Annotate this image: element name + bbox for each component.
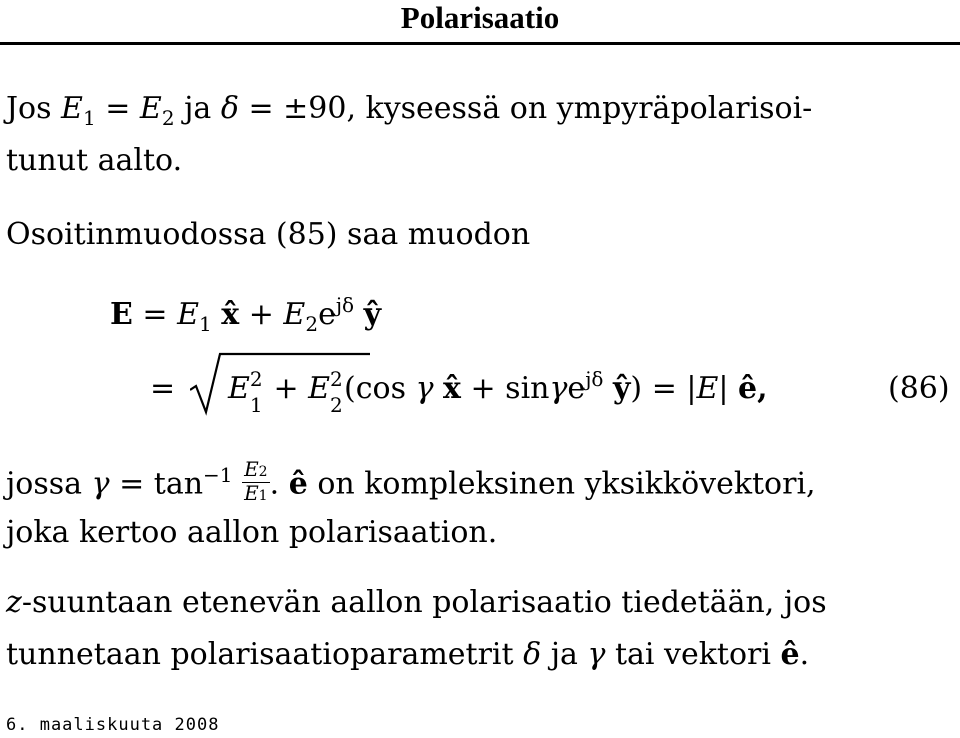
eq2-sup1: 2	[249, 367, 263, 391]
eq1-E1: E	[177, 297, 200, 332]
para3-rest: on kompleksinen yksikkövektori,	[317, 466, 816, 502]
footer-date: 6. maaliskuuta 2008	[6, 715, 220, 735]
eq1-plus: +	[248, 297, 274, 332]
para4-z: z	[6, 585, 22, 620]
para1-ja: ja	[184, 91, 212, 126]
para3-dot: .	[269, 466, 280, 502]
para1-rest: , kyseessä on ympyräpolarisoi-	[346, 91, 813, 126]
eq1-yhat: ŷ	[363, 297, 382, 332]
para4-dot: .	[799, 637, 810, 672]
eq2-sup3: jδ	[585, 367, 604, 391]
para3-jossa: jossa	[6, 466, 83, 502]
para2: Osoitinmuodossa (85) saa muodon	[6, 217, 531, 252]
eq1-equals: =	[142, 297, 168, 332]
para4-line1	[6, 586, 827, 620]
para3-fraction	[242, 459, 270, 506]
eq1-sup: jδ	[335, 293, 355, 317]
para4-delta: δ	[523, 637, 542, 672]
para4-rest: -suuntaan etenevän aallon polarisaatio tiedetään, jos	[21, 585, 827, 620]
para1-line1	[6, 92, 812, 128]
equation-line2	[150, 372, 175, 406]
frac-num-E: E	[244, 457, 259, 481]
eq2-E2: E	[308, 371, 331, 406]
eq2-ehat: ê,	[738, 371, 768, 406]
para1-sub2: 2	[161, 106, 175, 130]
frac-den-sub: 1	[258, 488, 268, 504]
eq2-equals: =	[150, 371, 176, 406]
para4-line2	[6, 638, 809, 672]
para4-ehat: ê	[780, 637, 800, 672]
para4-start: tunnetaan polarisaatioparametrit	[6, 637, 514, 672]
eq2-gamma: γ	[415, 371, 434, 406]
para3-tan: tan	[153, 466, 204, 502]
para1-angle: ±90	[283, 91, 347, 126]
para4-ja: ja	[550, 637, 578, 672]
eq2-cos: (cos	[344, 371, 407, 406]
eq2-E1: E	[228, 371, 250, 406]
para4-tai: tai vektori	[614, 637, 771, 672]
eq2-xhat: x̂	[443, 371, 461, 406]
title-rule	[0, 42, 960, 45]
para3-line1	[6, 457, 816, 509]
eq1-E2: E	[283, 297, 306, 332]
para1-E2: E	[139, 91, 162, 126]
equation-line1	[110, 293, 382, 336]
slide-title: Polarisaatio	[400, 0, 560, 35]
eq2-abs: |E|	[686, 371, 729, 406]
eq2-plus: +	[273, 371, 299, 406]
para3-ehat: ê	[288, 466, 308, 502]
para1-delta: δ	[220, 91, 239, 126]
eq2-equals2: =	[651, 371, 677, 406]
eq1-xhat: x̂	[221, 297, 240, 332]
eq2-sin: sin	[505, 371, 550, 406]
para1-jos: Jos	[6, 91, 52, 126]
eq-lhs-E: E	[110, 297, 133, 332]
para1-eq1: =	[105, 91, 131, 126]
para1-sub1: 1	[82, 106, 96, 130]
para3-minus1: −1	[203, 462, 233, 487]
eq1-sub2: 2	[305, 312, 319, 336]
para3-gamma: γ	[91, 466, 110, 502]
eq2-gamma2: γ	[549, 371, 568, 406]
eq2-sup2: 2	[330, 367, 343, 391]
equation-number: (86)	[888, 371, 950, 406]
eq1-e: e	[318, 297, 336, 332]
eq2-e: e	[567, 371, 586, 406]
eq1-sub1: 1	[199, 312, 212, 336]
para1-eq2: =	[248, 91, 274, 126]
frac-num-sub: 2	[258, 464, 268, 480]
eq2-plus2: +	[470, 371, 496, 406]
para3-line2: joka kertoo aallon polarisaation.	[6, 515, 498, 550]
para4-gamma: γ	[587, 637, 606, 672]
eq2-yhat: ŷ	[612, 371, 631, 406]
eq2-close: )	[630, 371, 643, 406]
eq2-sub1: 1	[249, 393, 263, 417]
para1-line2: tunut aalto.	[6, 143, 183, 178]
para3-eq: =	[119, 466, 145, 502]
equation-line2-body	[228, 367, 768, 417]
eq2-sub2: 2	[330, 393, 343, 417]
frac-den-E: E	[244, 481, 259, 505]
para1-E1: E	[61, 91, 83, 126]
